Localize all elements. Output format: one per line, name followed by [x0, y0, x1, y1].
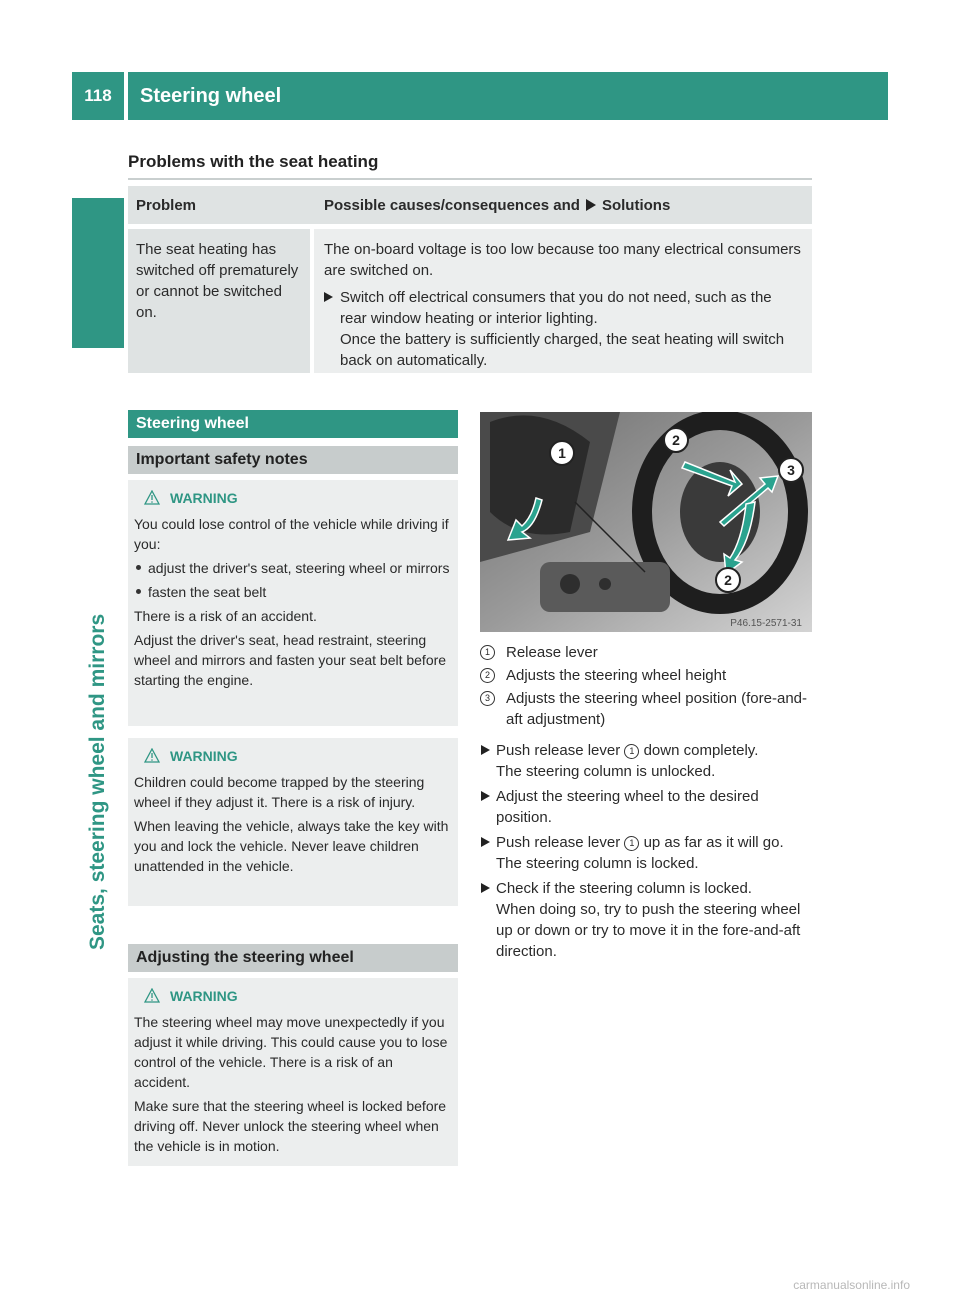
instruction-step	[480, 832, 816, 874]
number-circle-icon: 2	[480, 668, 495, 683]
step-arrow-icon	[481, 745, 490, 755]
cause-text: The on-board voltage is too low because too many electrical consumers are switched on.	[324, 241, 801, 279]
list-item	[134, 582, 452, 602]
instruction-step	[480, 786, 816, 828]
step-result: When doing so, try to push the steering wheel up or down or try to move it in the fore-and-aft direction.	[496, 901, 801, 960]
bullet-icon	[136, 589, 141, 594]
legend-text: Adjusts the steering wheel position (fore-and-aft adjustment)	[506, 690, 807, 728]
warning-intro: You could lose control of the vehicle while driving if you:	[134, 516, 449, 552]
problems-section-title: Problems with the seat heating	[128, 152, 379, 171]
step-result: The steering column is unlocked.	[496, 763, 716, 780]
warning-title	[134, 986, 452, 1006]
warning-box-2	[128, 738, 458, 906]
warning-text-1: Children could become trapped by the steering wheel if they adjust it. There is a risk of injury.	[134, 774, 425, 810]
legend-item	[480, 665, 816, 686]
bullet-text: fasten the seat belt	[148, 584, 267, 600]
callout-2-top: 2	[672, 432, 680, 448]
warning-text-2: When leaving the vehicle, always take the key with you and lock the vehicle. Never leave children unattended in the vehicle.	[134, 818, 449, 874]
steering-column-illustration	[480, 412, 812, 632]
warning-triangle-icon	[144, 988, 160, 1003]
page-header-title: Steering wheel	[128, 72, 888, 120]
warning-risk: There is a risk of an accident.	[134, 608, 317, 624]
col-solutions-header	[314, 197, 812, 214]
warning-text-1: The steering wheel may move unexpectedly if you adjust it while driving. This could cause you to lose control of the vehicle. There is a risk of an accident.	[134, 1014, 448, 1090]
legend-text: Release lever	[506, 644, 598, 661]
warning-instruction: Adjust the driver's seat, head restraint, steering wheel and mirrors and fasten your seat belt before starting the engine.	[134, 632, 447, 688]
solution-step	[324, 287, 802, 371]
section-divider	[128, 178, 812, 180]
warning-box-1	[128, 480, 458, 726]
steering-section-title: Steering wheel	[128, 410, 458, 438]
warning-triangle-icon	[144, 490, 160, 505]
callout-2-bottom: 2	[724, 572, 732, 588]
legend-item	[480, 642, 816, 663]
adjust-section-title: Adjusting the steering wheel	[128, 944, 458, 972]
callout-3: 3	[787, 462, 795, 478]
number-circle-icon: 1	[480, 645, 495, 660]
warning-label: WARNING	[170, 748, 238, 764]
callout-1: 1	[558, 445, 566, 461]
warning-label: WARNING	[170, 988, 238, 1004]
warning-box-3	[128, 978, 458, 1166]
number-circle-icon: 1	[624, 836, 639, 851]
problems-table	[128, 186, 812, 373]
warning-triangle-icon	[144, 748, 160, 763]
instruction-step	[480, 740, 816, 782]
step-text: Check if the steering column is locked.	[496, 880, 752, 897]
bullet-text: adjust the driver's seat, steering wheel or mirrors	[148, 560, 450, 576]
table-row	[128, 229, 812, 373]
bullet-icon	[136, 565, 141, 570]
step-result: The steering column is locked.	[496, 855, 699, 872]
warning-text-2: Make sure that the steering wheel is locked before driving off. Never unlock the steering wheel when the vehicle is in motion.	[134, 1098, 447, 1154]
number-circle-icon: 3	[480, 691, 495, 706]
watermark: carmanualsonline.info	[793, 1278, 910, 1292]
step-arrow-icon	[481, 837, 490, 847]
col-solutions-header-pre: Possible causes/consequences and	[324, 196, 580, 214]
col-solutions-header-post: Solutions	[601, 196, 671, 214]
step-text: Push release lever	[496, 742, 621, 759]
warning-title	[134, 746, 452, 766]
legend-item	[480, 688, 816, 730]
step-text: up as far as it will go.	[643, 834, 784, 851]
figure-code: P46.15-2571-31	[730, 618, 802, 629]
step-text: Push release lever	[496, 834, 621, 851]
steering-wheel-photo	[480, 412, 812, 632]
step-arrow-icon	[324, 292, 333, 302]
safety-notes-title: Important safety notes	[128, 446, 458, 474]
warning-title	[134, 488, 452, 508]
table-header	[128, 186, 812, 224]
right-column	[480, 640, 816, 962]
step-arrow-icon	[481, 883, 490, 893]
page-number: 118	[72, 72, 124, 120]
solution-cell	[314, 229, 812, 373]
solution-result-text: Once the battery is sufficiently charged, the seat heating will switch back on automatically.	[340, 331, 785, 369]
side-tab-label: Seats, steering wheel and mirrors	[86, 613, 109, 950]
step-text: Adjust the steering wheel to the desired position.	[496, 788, 759, 826]
legend-text: Adjusts the steering wheel height	[506, 667, 727, 684]
instruction-step	[480, 878, 816, 962]
problem-cell: The seat heating has switched off prematurely or cannot be switched on.	[128, 229, 310, 373]
step-text: down completely.	[643, 742, 759, 759]
side-tab-marker	[72, 198, 124, 348]
warning-label: WARNING	[170, 490, 238, 506]
step-arrow-icon	[481, 791, 490, 801]
solution-step-text: Switch off electrical consumers that you do not need, such as the rear window heating or interior lighting.	[340, 289, 772, 327]
list-item	[134, 558, 452, 578]
arrow-marker-icon	[586, 199, 596, 211]
number-circle-icon: 1	[624, 744, 639, 759]
col-problem-header: Problem	[136, 196, 197, 214]
